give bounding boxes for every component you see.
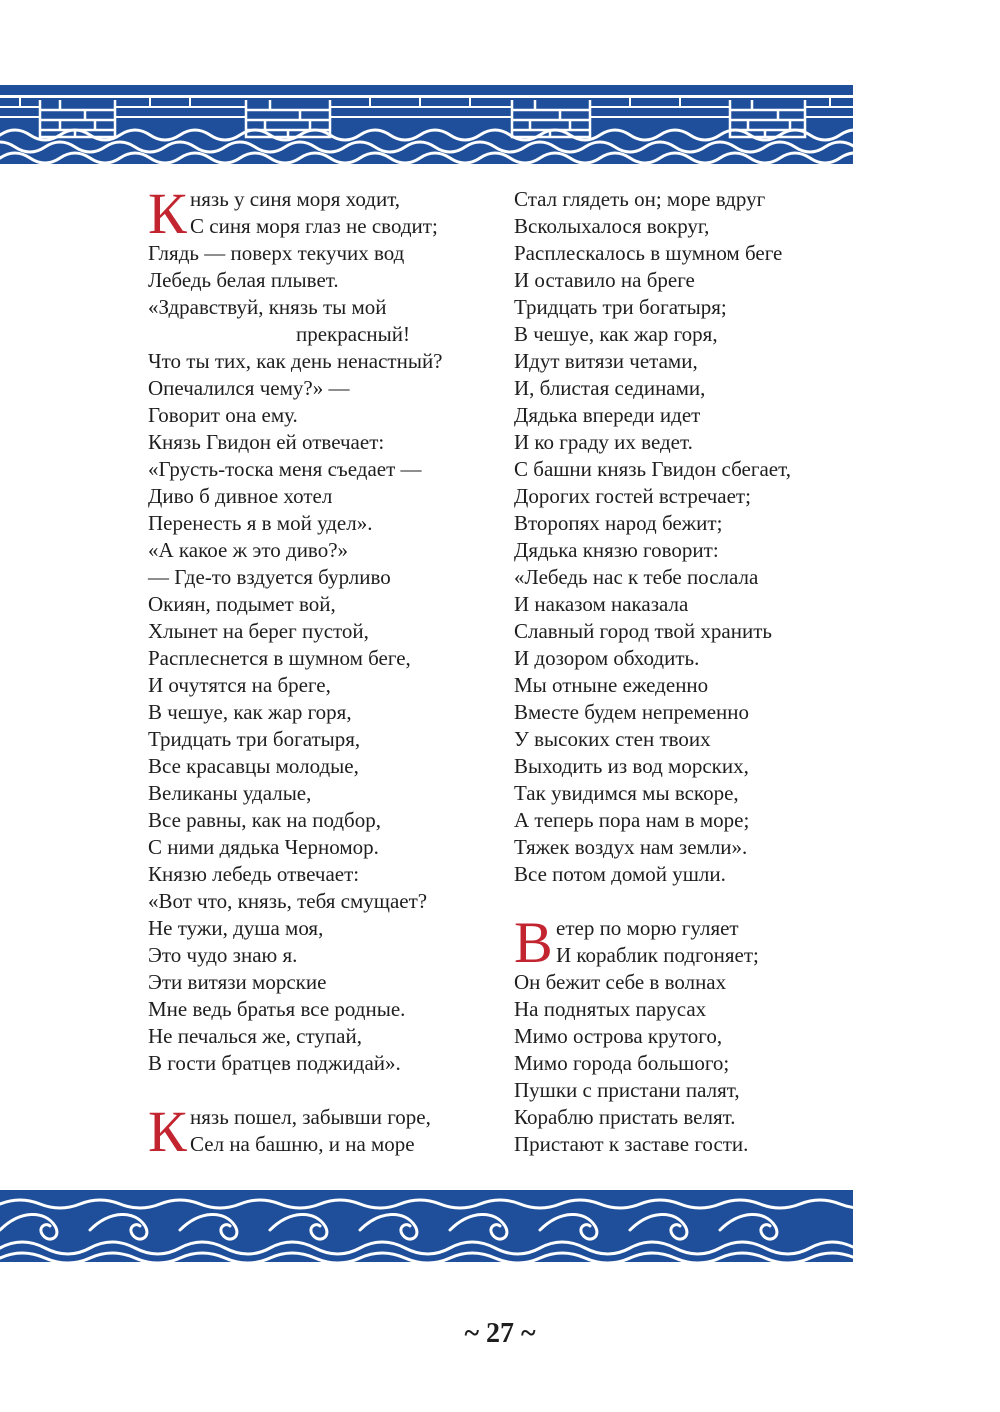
verse-line: В гости братцев поджидай». bbox=[148, 1051, 401, 1075]
verse-line: Он бежит себе в волнах bbox=[514, 970, 727, 994]
verse-line: Все красавцы молодые, bbox=[148, 754, 359, 778]
verse-line: Расплескалось в шумном беге bbox=[514, 241, 783, 265]
verse-line: С башни князь Гвидон сбегает, bbox=[514, 457, 791, 481]
verse-line: С синя моря глаз не сводит; bbox=[190, 214, 438, 238]
verse-line: С ними дядька Черномор. bbox=[148, 835, 379, 859]
verse-line: Дядька впереди идет bbox=[514, 403, 701, 427]
verse-line: Идут витязи четами, bbox=[514, 349, 698, 373]
verse-line: «Вот что, князь, тебя смущает? bbox=[148, 889, 428, 913]
verse-line: Кораблю пристать велят. bbox=[514, 1105, 736, 1129]
verse-line: Мы отныне ежеденно bbox=[514, 673, 709, 697]
verse-line: Второпях народ бежит; bbox=[514, 511, 723, 535]
verse-line: нязь у синя моря ходит, bbox=[190, 187, 401, 211]
verse-line: Сел на башню, и на море bbox=[190, 1132, 415, 1156]
drop-cap: В bbox=[514, 910, 553, 975]
verse-line: прекрасный! bbox=[296, 322, 410, 346]
verse-line: нязь пошел, забывши горе, bbox=[190, 1105, 431, 1129]
stanza bbox=[514, 186, 844, 888]
verse-line: Это чудо знаю я. bbox=[148, 943, 298, 967]
drop-cap: К bbox=[148, 181, 187, 246]
bottom-ornament-border bbox=[0, 1190, 853, 1262]
castle-wall-waves-icon bbox=[0, 85, 853, 164]
verse-line: Славный город твой хранить bbox=[514, 619, 772, 643]
verse-line: Тридцать три богатыря; bbox=[514, 295, 727, 319]
stanza bbox=[148, 181, 483, 1077]
drop-cap-block bbox=[148, 1099, 483, 1164]
verse-line: Перенесть я в мой удел». bbox=[148, 511, 373, 535]
verse-line: Стал глядеть он; море вдруг bbox=[514, 187, 766, 211]
top-ornament-border bbox=[0, 85, 853, 164]
poem-column-right bbox=[514, 186, 844, 1158]
verse-line: Дорогих гостей встречает; bbox=[514, 484, 751, 508]
verse-line: Дядька князю говорит: bbox=[514, 538, 719, 562]
verse-line: На поднятых парусах bbox=[514, 997, 707, 1021]
verse-line: Все потом домой ушли. bbox=[514, 862, 726, 886]
verse-line: Эти витязи морские bbox=[148, 970, 327, 994]
poem-column-left bbox=[148, 181, 483, 1164]
verse-line: Мне ведь братья все родные. bbox=[148, 997, 406, 1021]
verse-line: А теперь пора нам в море; bbox=[514, 808, 750, 832]
verse-line: етер по морю гуляет bbox=[556, 916, 739, 940]
verse-line: Хлынет на берег пустой, bbox=[148, 619, 369, 643]
verse-line: — Где-то вздуется бурливо bbox=[148, 565, 391, 589]
verse-line: Вместе будем непременно bbox=[514, 700, 750, 724]
verse-line: Тяжек воздух нам земли». bbox=[514, 835, 748, 859]
verse-line: Расплеснется в шумном беге, bbox=[148, 646, 411, 670]
verse-line: Великаны удалые, bbox=[148, 781, 312, 805]
drop-cap: К bbox=[148, 1099, 187, 1164]
verse-line: Так увидимся мы вскоре, bbox=[514, 781, 739, 805]
verse-line: Лебедь белая плывет. bbox=[148, 268, 339, 292]
verse-line: И дозором обходить. bbox=[514, 646, 700, 670]
verse-line: Мимо города большого; bbox=[514, 1051, 730, 1075]
verse-line: Глядь — поверх текучих вод bbox=[148, 241, 405, 265]
verse-line: Князю лебедь отвечает: bbox=[148, 862, 360, 886]
verse-line: «А какое ж это диво?» bbox=[148, 538, 349, 562]
stanza bbox=[514, 910, 844, 1158]
verse-line: Тридцать три богатыря, bbox=[148, 727, 361, 751]
sea-waves-icon bbox=[0, 1190, 853, 1262]
drop-cap-block bbox=[148, 181, 483, 246]
verse-line: Пристают к заставе гости. bbox=[514, 1132, 749, 1156]
verse-line: Пушки с пристани палят, bbox=[514, 1078, 740, 1102]
page-number: ~ 27 ~ bbox=[464, 1318, 536, 1349]
verse-line: Выходить из вод морских, bbox=[514, 754, 749, 778]
verse-line: Окиян, подымет вой, bbox=[148, 592, 336, 616]
verse-line: Диво б дивное хотел bbox=[148, 484, 333, 508]
verse-line: И наказом наказала bbox=[514, 592, 689, 616]
verse-line: Не печалься же, ступай, bbox=[148, 1024, 362, 1048]
verse-line: «Здравствуй, князь ты мой bbox=[148, 295, 387, 319]
verse-line: Говорит она ему. bbox=[148, 403, 298, 427]
verse-line: Мимо острова крутого, bbox=[514, 1024, 723, 1048]
verse-line: И, блистая сединами, bbox=[514, 376, 706, 400]
verse-line: «Лебедь нас к тебе послала bbox=[514, 565, 759, 589]
verse-line: У высоких стен твоих bbox=[514, 727, 711, 751]
drop-cap-block bbox=[514, 910, 844, 975]
verse-line: Опечалился чему?» — bbox=[148, 376, 350, 400]
verse-line: В чешуе, как жар горя, bbox=[514, 322, 718, 346]
verse-line: В чешуе, как жар горя, bbox=[148, 700, 352, 724]
verse-line: Все равны, как на подбор, bbox=[148, 808, 381, 832]
verse-line: Князь Гвидон ей отвечает: bbox=[148, 430, 385, 454]
stanza bbox=[148, 1099, 483, 1164]
verse-line: И ко граду их ведет. bbox=[514, 430, 693, 454]
verse-line: И оставило на бреге bbox=[514, 268, 695, 292]
verse-line: «Грусть-тоска меня съедает — bbox=[148, 457, 422, 481]
verse-line: Что ты тих, как день ненастный? bbox=[148, 349, 443, 373]
verse-line: Всколыхалося вокруг, bbox=[514, 214, 710, 238]
verse-line: И очутятся на бреге, bbox=[148, 673, 331, 697]
verse-line: Не тужи, душа моя, bbox=[148, 916, 324, 940]
verse-line: И кораблик подгоняет; bbox=[556, 943, 759, 967]
